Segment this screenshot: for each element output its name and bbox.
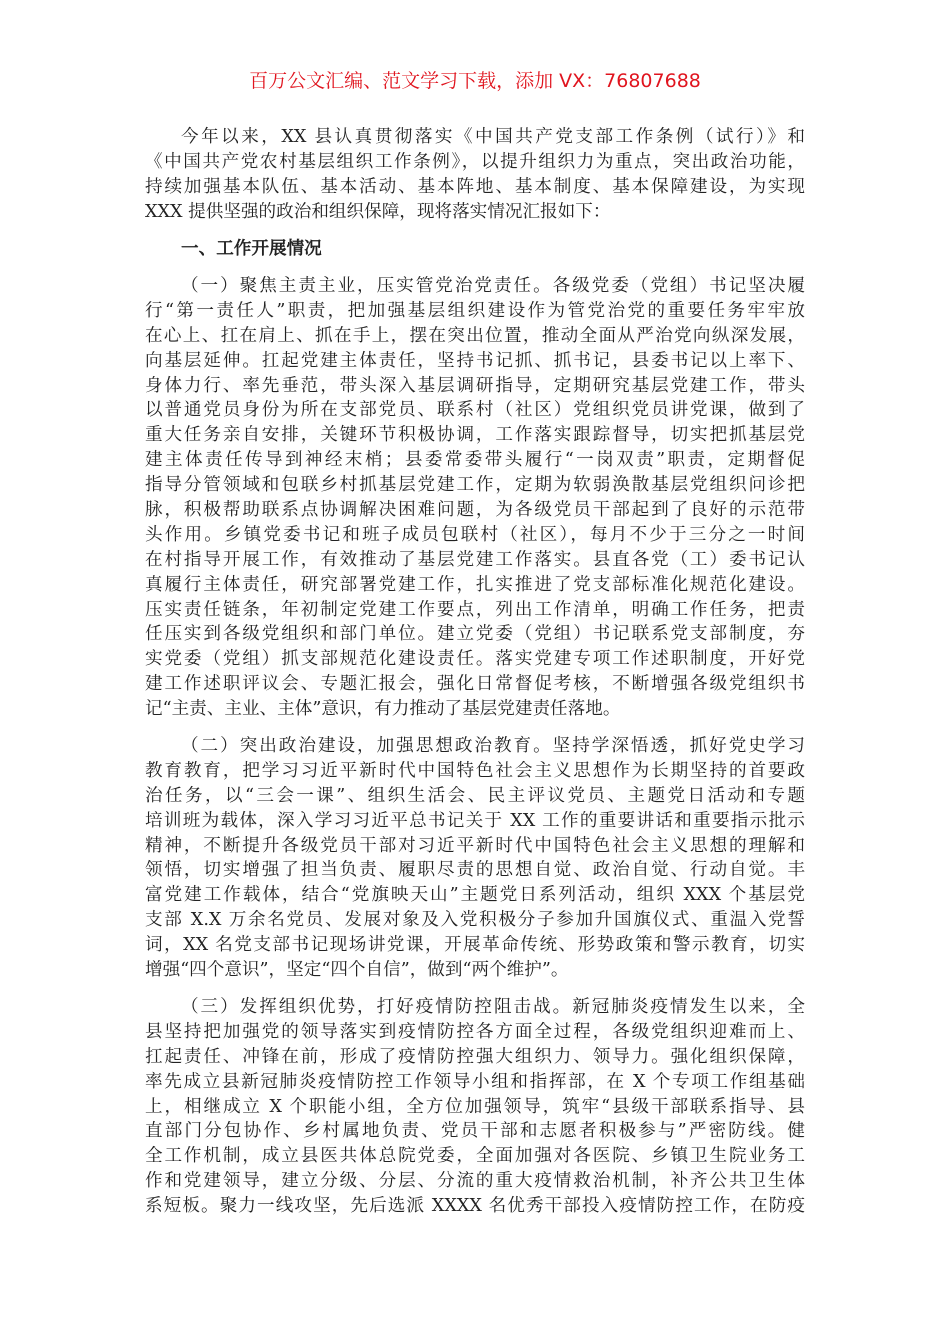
text-line: 培训班为载体，深入学习习近平总书记关于 XX 工作的重要讲话和重要指示批示 [145, 810, 805, 831]
text-line: 《中国共产党农村基层组织工作条例》，以提升组织力为重点，突出政治功能， [145, 151, 805, 172]
text-line: 在心上、扛在肩上、抓在手上，摆在突出位置，推动全面从严治党向纵深发展， [145, 325, 805, 346]
text-line: 实党委（党组）抓支部规范化建设责任。落实党建专项工作述职制度，开好党 [145, 649, 805, 670]
text-line: 县坚持把加强党的领导落实到疫情防控各方面全过程，各级党组织迎难而上、 [145, 1021, 805, 1042]
text-line: 重大任务亲自安排，关键环节积极协调，工作落实跟踪督导，切实把抓基层党 [145, 425, 805, 446]
text-line: 压实责任链条，年初制定党建工作要点，列出工作清单，明确工作任务，把责 [145, 599, 805, 620]
section-heading: 一、工作开展情况 [181, 238, 322, 259]
text-line: 支部 X.X 万余名党员、发展对象及入党积极分子参加升国旗仪式、重温入党誓 [145, 910, 805, 931]
text-line: （一）聚焦主责主业，压实管党治党责任。各级党委（党组）书记坚决履 [181, 276, 805, 296]
paragraph-2 [145, 734, 805, 983]
text-line: 在村指导开展工作，有效推动了基层党建工作落实。县直各党（工）委书记认 [145, 549, 805, 570]
text-line: 作和党建领导，建立分级、分层、分流的重大疫情救治机制，补齐公共卫生体 [145, 1171, 805, 1192]
watermark-banner: 百万公文汇编、范文学习下载，添加 VX：76807688 [249, 70, 701, 92]
text-line: 上，相继成立 X 个职能小组，全方位加强领导，筑牢“县级干部联系指导、县 [145, 1096, 805, 1117]
text-line: 头作用。乡镇党委书记和班子成员包联村（社区），每月不少于三分之一时间 [145, 524, 805, 545]
text-line: 脉，积极帮助联系点协调解决困难问题，为各级党员干部起到了良好的示范带 [145, 500, 805, 521]
text-line: 直部门分包协作、乡村属地负责、党员干部和志愿者积极参与”严密防线。健 [145, 1121, 805, 1142]
text-line: 领悟，切实增强了担当负责、履职尽责的思想自觉、政治自觉、行动自觉。丰 [145, 860, 805, 881]
text-line: 治任务，以“三会一课”、组织生活会、民主评议党员、主题党日活动和专题 [145, 785, 805, 806]
text-line: XXX 提供坚强的政治和组织保障，现将落实情况汇报如下： [145, 201, 611, 222]
text-line: 增强“四个意识”，坚定“四个自信”，做到“两个维护”。 [145, 960, 569, 981]
text-line: 今年以来，XX 县认真贯彻落实《中国共产党支部工作条例（试行）》和 [181, 127, 805, 147]
text-line: 持续加强基本队伍、基本活动、基本阵地、基本制度、基本保障建设，为实现 [145, 176, 805, 197]
text-line: 教育教育，把学习习近平新时代中国特色社会主义思想作为长期坚持的首要政 [145, 760, 805, 781]
text-line: 建主体责任传导到神经末梢；县委常委带头履行“一岗双责”职责，定期督促 [145, 450, 805, 471]
text-line: 富党建工作载体，结合“党旗映天山”主题党日系列活动，组织 XXX 个基层党 [145, 885, 805, 906]
text-line: 词，XX 名党支部书记现场讲党课，开展革命传统、形势政策和警示教育，切实 [145, 935, 805, 956]
text-line: （三）发挥组织优势，打好疫情防控阻击战。新冠肺炎疫情发生以来，全 [181, 997, 805, 1017]
text-line: 扛起责任、冲锋在前，形成了疫情防控强大组织力、领导力。强化组织保障， [145, 1046, 805, 1067]
text-line: 身体力行、率先垂范，带头深入基层调研指导，定期研究基层党建工作，带头 [145, 375, 805, 396]
intro-paragraph [145, 125, 805, 225]
text-line: 率先成立县新冠肺炎疫情防控工作领导小组和指挥部，在 X 个专项工作组基础 [145, 1071, 805, 1092]
text-line: 任压实到各级党组织和部门单位。建立党委（党组）书记联系党支部制度，夯 [145, 624, 805, 645]
text-line: （二）突出政治建设，加强思想政治教育。坚持学深悟透，抓好党史学习 [181, 736, 805, 756]
text-line: 行“第一责任人”职责，把加强基层组织建设作为管党治党的重要任务牢牢放 [145, 300, 805, 321]
text-line: 系短板。聚力一线攻坚，先后选派 XXXX 名优秀干部投入疫情防控工作，在防疫 [145, 1196, 805, 1217]
text-line: 精神，不断提升各级党员干部对习近平新时代中国特色社会主义思想的理解和 [145, 835, 805, 856]
text-line: 全工作机制，成立县医共体总院党委，全面加强对各医院、乡镇卫生院业务工 [145, 1146, 805, 1167]
text-line: 向基层延伸。扛起党建主体责任，坚持书记抓、抓书记，县委书记以上率下、 [145, 350, 805, 371]
text-line: 建工作述职评议会、专题汇报会，强化日常督促考核，不断增强各级党组织书 [145, 674, 805, 695]
paragraph-1 [145, 274, 805, 722]
paragraph-3 [145, 995, 805, 1219]
text-line: 真履行主体责任，研究部署党建工作，扎实推进了党支部标准化规范化建设。 [145, 574, 805, 595]
text-line: 指导分管领域和包联乡村抓基层党建工作，定期为软弱涣散基层党组织问诊把 [145, 475, 805, 496]
text-line: 以普通党员身份为所在支部党员、联系村（社区）党组织党员讲党课，做到了 [145, 400, 805, 421]
text-line: 记“主责、主业、主体”意识，有力推动了基层党建责任落地。 [145, 699, 621, 720]
